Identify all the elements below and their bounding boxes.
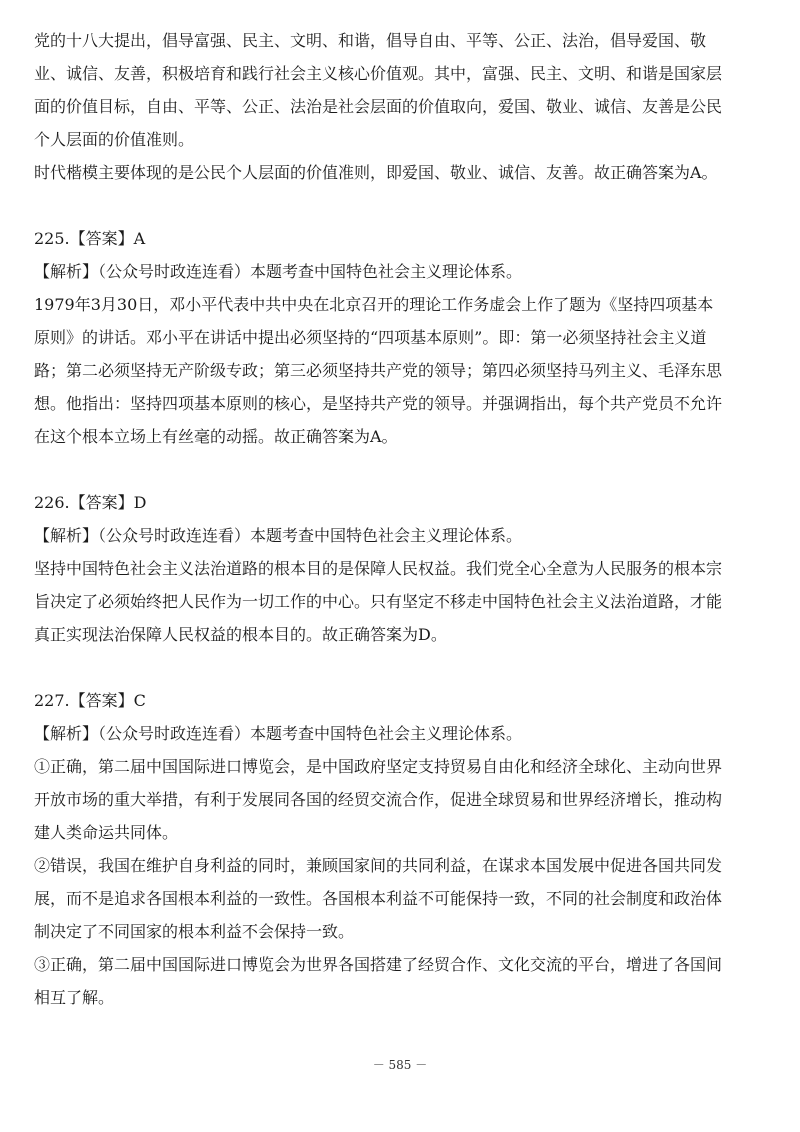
analysis-line-227: 开放市场的重大举措，有利于发展同各国的经贸交流合作，促进全球贸易和世界经济增长，推动构 bbox=[34, 790, 723, 809]
analysis-line-225: 在这个根本立场上有丝毫的动摇。故正确答案为A。 bbox=[34, 427, 398, 446]
analysis-line-226: 坚持中国特色社会主义法治道路的根本目的是保障人民权益。我们党全心全意为人民服务的根本宗 bbox=[34, 559, 723, 578]
answer-heading-225: 225.【答案】A bbox=[34, 229, 146, 248]
analysis-heading-226: 【解析】（公众号时政连连看）本题考查中国特色社会主义理论体系。 bbox=[34, 526, 523, 545]
intro-conclusion: 时代楷模主要体现的是公民个人层面的价值准则，即爱国、敬业、诚信、友善。故正确答案为A。 bbox=[34, 163, 718, 182]
analysis-line-227: ②错误，我国在维护自身利益的同时，兼顾国家间的共同利益，在谋求本国发展中促进各国共同发 bbox=[34, 856, 723, 875]
analysis-line-225: 原则》的讲话。邓小平在讲话中提出必须坚持的“四项基本原则”。即：第一必须坚持社会主义道 bbox=[34, 328, 707, 347]
analysis-line-227: ③正确，第二届中国国际进口博览会为世界各国搭建了经贸合作、文化交流的平台，增进了各国间 bbox=[34, 955, 723, 974]
answer-heading-226: 226.【答案】D bbox=[34, 493, 147, 512]
intro-line: 面的价值目标，自由、平等、公正、法治是社会层面的价值取向，爱国、敬业、诚信、友善是公民 bbox=[34, 97, 723, 116]
analysis-line-227: 建人类命运共同体。 bbox=[34, 823, 179, 842]
analysis-line-226: 旨决定了必须始终把人民作为一切工作的中心。只有坚定不移走中国特色社会主义法治道路，才能 bbox=[34, 592, 723, 611]
analysis-heading-227: 【解析】（公众号时政连连看）本题考查中国特色社会主义理论体系。 bbox=[34, 724, 523, 743]
analysis-line-225: 1979年3月30日，邓小平代表中共中央在北京召开的理论工作务虚会上作了题为《坚持四项基本 bbox=[34, 295, 714, 314]
analysis-line-227: 相互了解。 bbox=[34, 988, 115, 1007]
analysis-line-226: 真正实现法治保障人民权益的根本目的。故正确答案为D。 bbox=[34, 625, 447, 644]
intro-line: 业、诚信、友善，积极培育和践行社会主义核心价值观。其中，富强、民主、文明、和谐是国家层 bbox=[34, 64, 723, 83]
answer-heading-227: 227.【答案】C bbox=[34, 691, 146, 710]
analysis-line-225: 路；第二必须坚持无产阶级专政；第三必须坚持共产党的领导；第四必须坚持马列主义、毛泽东思 bbox=[34, 361, 723, 380]
intro-line: 党的十八大提出，倡导富强、民主、文明、和谐，倡导自由、平等、公正、法治，倡导爱国、敬 bbox=[34, 31, 707, 50]
analysis-line-227: 展，而不是追求各国根本利益的一致性。各国根本利益不可能保持一致，不同的社会制度和政治体 bbox=[34, 889, 723, 908]
analysis-line-227: ①正确，第二届中国国际进口博览会，是中国政府坚定支持贸易自由化和经济全球化、主动向世界 bbox=[34, 757, 723, 776]
analysis-heading-225: 【解析】（公众号时政连连看）本题考查中国特色社会主义理论体系。 bbox=[34, 262, 523, 281]
intro-line: 个人层面的价值准则。 bbox=[34, 130, 195, 149]
analysis-line-225: 想。他指出：坚持四项基本原则的核心，是坚持共产党的领导。并强调指出，每个共产党员不允许 bbox=[34, 394, 723, 413]
analysis-line-227: 制决定了不同国家的根本利益不会保持一致。 bbox=[34, 922, 355, 941]
page-number: － 585 － bbox=[372, 1058, 428, 1072]
